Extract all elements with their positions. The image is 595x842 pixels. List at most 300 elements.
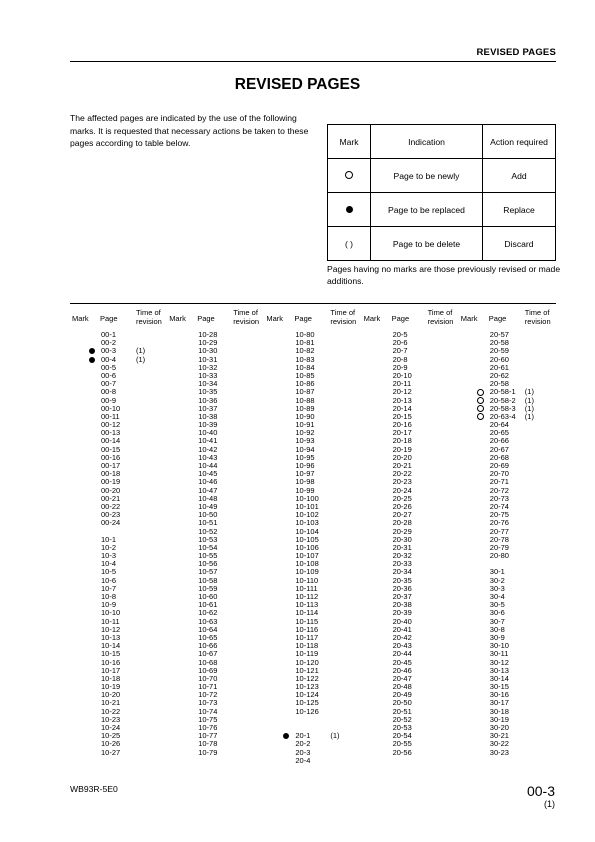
column-header-mark: Mark: [72, 314, 89, 323]
running-header: [70, 47, 556, 59]
page-number: 20-7: [392, 346, 408, 356]
page-number: 10-41: [198, 436, 218, 446]
page-number: 10-104: [295, 526, 319, 536]
page-number: 10-64: [198, 624, 218, 634]
page-number: 00-9: [101, 395, 117, 405]
list-item: [459, 618, 556, 626]
list-item: [70, 364, 167, 372]
page-number: 20-12: [392, 387, 412, 397]
revised-pages-list: [70, 303, 556, 765]
intro-text: The affected pages are indicated by the use of the following marks. It is requested that necessary actions be taken to these pages according to table below.: [70, 113, 309, 149]
page-number: 30-9: [489, 632, 505, 642]
page-number: 00-7: [101, 379, 117, 389]
page-number: 20-25: [392, 493, 412, 503]
page-number: 10-74: [198, 706, 218, 716]
page-number: 20-11: [392, 379, 412, 389]
page-number: 20-15: [392, 411, 412, 421]
page-number: 20-43: [392, 641, 412, 651]
page-number: 30-16: [489, 690, 509, 700]
legend-row-replace: [328, 193, 556, 227]
page-number: 10-99: [295, 485, 315, 495]
page-number: 10-70: [198, 673, 218, 683]
list-item: [70, 552, 167, 560]
page-number: 10-114: [295, 608, 319, 618]
page-number: 10-9: [101, 600, 117, 610]
page-number: 10-17: [101, 665, 121, 675]
page-number: 10-25: [101, 731, 121, 741]
page-number: 30-7: [489, 616, 505, 626]
page-number: 20-24: [392, 485, 412, 495]
page-number: 10-108: [295, 559, 319, 569]
page-number: 10-11: [101, 616, 120, 626]
page-number: 20-17: [392, 428, 412, 438]
page-number: 20-31: [392, 542, 412, 552]
list-item: [459, 585, 556, 593]
page-number: 20-49: [392, 690, 412, 700]
page-number: 10-47: [198, 485, 218, 495]
page-number: 10-32: [198, 362, 218, 372]
page-number: 20-41: [392, 624, 412, 634]
page-number: 10-37: [198, 403, 218, 413]
page-number: 20-22: [392, 469, 412, 479]
column-header: [264, 306, 361, 328]
open-circle-icon: [477, 405, 484, 412]
revision-number: (1): [330, 731, 340, 741]
page-number: 00-19: [101, 477, 121, 487]
page-number: 10-68: [198, 657, 218, 667]
page-number: 20-34: [392, 567, 412, 577]
page-number: 20-64: [489, 420, 509, 430]
revision-mark: [88, 356, 96, 364]
legend-action: Discard: [483, 227, 556, 261]
list-item: [70, 519, 167, 527]
page-number: 10-29: [198, 338, 218, 348]
page-number: 10-49: [198, 501, 218, 511]
page-number: 10-44: [198, 461, 218, 470]
page-number: 00-16: [101, 452, 121, 462]
page-number: 20-6: [392, 338, 408, 348]
page-number: 10-105: [295, 534, 319, 544]
page-number: 10-95: [295, 452, 315, 462]
list-item: [70, 536, 167, 544]
column-header: [362, 306, 459, 328]
page-number: 10-2: [101, 542, 117, 552]
page-number: 20-72: [489, 485, 509, 495]
page-number: 10-65: [198, 632, 218, 642]
column-header-page: Page: [197, 314, 215, 323]
page-number: 20-8: [392, 354, 408, 364]
page-number: 20-3: [295, 747, 311, 757]
page-number: 20-70: [489, 469, 509, 479]
page-number: 30-23: [489, 747, 509, 757]
page-number: 10-121: [295, 665, 319, 675]
page-number: 20-47: [392, 673, 412, 683]
page-number: 00-1: [101, 330, 117, 339]
list-item: [459, 593, 556, 601]
list-item: [70, 593, 167, 601]
page-number: 10-22: [101, 706, 121, 716]
column-header-mark: Mark: [266, 314, 284, 323]
legend-indication: Page to be newly: [371, 159, 483, 193]
list-item: [362, 339, 459, 347]
page-number: 00-20: [101, 485, 121, 495]
legend-header-action: Action required: [483, 125, 556, 159]
page-number: 10-46: [198, 477, 218, 487]
page-number: 10-59: [198, 583, 218, 593]
revision-mark: [88, 347, 96, 355]
page-number: 10-35: [198, 387, 218, 397]
page-number: 20-5: [392, 330, 408, 339]
page-number: 20-73: [489, 493, 509, 503]
page-number: 30-22: [489, 739, 509, 749]
list-item: [459, 626, 556, 634]
page-number: 10-107: [295, 551, 319, 561]
page-number: 20-2: [295, 739, 311, 749]
page-number: 20-74: [489, 501, 509, 511]
page-number: 10-21: [101, 698, 121, 708]
page-number: 20-48: [392, 682, 412, 692]
page-number: 10-116: [295, 624, 319, 634]
page-number: 10-111: [295, 583, 318, 593]
legend-action: Replace: [483, 193, 556, 227]
page-number: 20-75: [489, 510, 509, 520]
revision-mark: [477, 388, 485, 396]
column-header-time-line2: revision: [427, 317, 454, 326]
page-number: 10-101: [295, 501, 319, 511]
page-number: 30-1: [489, 567, 505, 577]
column-header: [70, 306, 167, 328]
page-number: 20-58-3: [489, 403, 516, 413]
page-number: 20-10: [392, 370, 412, 380]
page-number: 10-3: [101, 551, 117, 561]
page-number: 20-54: [392, 731, 412, 741]
page-number: 10-19: [101, 682, 121, 692]
page-number: 20-13: [392, 395, 412, 405]
page-number: 10-115: [295, 616, 319, 626]
legend-header-indication: Indication: [371, 125, 483, 159]
list-item: [362, 331, 459, 339]
page-number: 10-38: [198, 411, 218, 421]
page-number: 20-68: [489, 452, 509, 462]
list-item: [362, 749, 459, 757]
page-number: 10-28: [198, 330, 218, 339]
page-number: 20-9: [392, 362, 408, 372]
page-number: 10-53: [198, 534, 218, 544]
page-number: 20-67: [489, 444, 509, 454]
page-number: 20-1: [295, 731, 311, 741]
page-number: 20-58-1: [489, 387, 516, 397]
page-number: 20-18: [392, 436, 412, 446]
column-rows: [167, 331, 264, 757]
list-item: [264, 716, 361, 724]
page-number: 10-69: [198, 665, 218, 675]
list-item: [70, 372, 167, 380]
page-number: 20-33: [392, 559, 412, 569]
legend-header-row: [328, 125, 556, 159]
page-number: 10-83: [295, 354, 315, 364]
page-number: 30-18: [489, 706, 509, 716]
page-number: 10-8: [101, 592, 117, 601]
page-number: 10-78: [198, 739, 218, 749]
column-header-time: [233, 308, 259, 326]
column-header-time-line2: revision: [136, 317, 162, 326]
page-number: 10-81: [295, 338, 315, 348]
page-number: 30-14: [489, 673, 509, 683]
page-number: 10-33: [198, 370, 218, 380]
page-number: 10-93: [295, 436, 315, 446]
page-number: 10-42: [198, 444, 218, 454]
column-rows: [264, 331, 361, 765]
page-number: 10-67: [198, 649, 218, 659]
page-number: 20-76: [489, 518, 509, 528]
page-number: 10-56: [198, 559, 218, 569]
legend-indication: Page to be replaced: [371, 193, 483, 227]
page-number: 10-18: [101, 673, 121, 683]
page-number: 10-90: [295, 411, 315, 421]
page-number: 30-4: [489, 592, 505, 601]
open-circle-icon: [477, 413, 484, 420]
page-number: 20-39: [392, 608, 412, 618]
page-number: 10-106: [295, 542, 319, 552]
revision-number: (1): [524, 395, 534, 405]
column-header-page: Page: [488, 314, 507, 323]
open-circle-icon: [477, 389, 484, 396]
page-number: 10-76: [198, 723, 218, 732]
page-number: 20-77: [489, 526, 509, 536]
page-number: 20-19: [392, 444, 412, 454]
revision-mark: [477, 413, 485, 421]
page-number: 10-1: [101, 534, 117, 544]
list-item: [459, 577, 556, 585]
column-header-time: [136, 308, 162, 326]
page-number: 20-37: [392, 592, 412, 601]
column-header-page: Page: [294, 314, 312, 323]
filled-circle-icon: [89, 348, 95, 354]
filled-circle-icon: [89, 357, 95, 363]
list-item: [362, 347, 459, 355]
page-number: 20-55: [392, 739, 412, 749]
page-number: 10-34: [198, 379, 218, 389]
page-number: 20-29: [392, 526, 412, 536]
list-item: [70, 528, 167, 536]
page-number: 00-2: [101, 338, 117, 348]
page-number: 20-35: [392, 575, 412, 585]
page-number: 00-10: [101, 403, 121, 413]
page-number: 10-43: [198, 452, 218, 462]
list-item: [70, 749, 167, 757]
revision-number: (1): [524, 403, 534, 413]
footer-revision: (1): [544, 799, 555, 809]
list-item: [459, 601, 556, 609]
page-number: 10-91: [295, 420, 315, 430]
page-number: 30-10: [489, 641, 509, 651]
page-number: 30-3: [489, 583, 505, 593]
legend-note: Pages having no marks are those previously revised or made additions.: [327, 264, 561, 287]
page-number: 20-30: [392, 534, 412, 544]
page-number: 30-2: [489, 575, 505, 585]
legend-mark-cell: [328, 159, 371, 193]
page-number: 10-77: [198, 731, 218, 741]
legend-action: Add: [483, 159, 556, 193]
page-number: 10-23: [101, 714, 121, 724]
page-number: 10-71: [198, 682, 218, 692]
page-number: 10-80: [295, 330, 315, 339]
page-number: 10-15: [101, 649, 121, 659]
column-header-page: Page: [100, 314, 118, 323]
page-number: 20-44: [392, 649, 412, 659]
revision-mark: [477, 405, 485, 413]
list-item: [70, 585, 167, 593]
page-number: 20-40: [392, 616, 412, 626]
page-number: 20-61: [489, 362, 509, 372]
page-number: 00-3: [101, 346, 117, 356]
list-item: [264, 708, 361, 716]
page-number: 10-20: [101, 690, 121, 700]
page-number: 30-21: [489, 731, 509, 741]
page-number: 10-79: [198, 747, 218, 757]
page-number: 10-119: [295, 649, 319, 659]
legend-row-add: [328, 159, 556, 193]
page-number: 00-23: [101, 510, 121, 520]
list-item: [362, 356, 459, 364]
list-item: [70, 331, 167, 339]
page-number: 10-55: [198, 551, 218, 561]
page-number: 20-45: [392, 657, 412, 667]
legend-indication: Page to be delete: [371, 227, 483, 261]
page-number: 10-117: [295, 632, 319, 642]
column-header-time-line1: Time of: [524, 308, 550, 317]
page-number: 00-12: [101, 420, 121, 430]
column-rows: [70, 331, 167, 757]
page-number: 30-12: [489, 657, 509, 667]
page-number: 10-54: [198, 542, 218, 552]
revision-number: (1): [136, 346, 146, 356]
page-number: 10-58: [198, 575, 218, 585]
page-number: 10-36: [198, 395, 218, 405]
column-header-time: [525, 308, 551, 326]
page-number: 20-42: [392, 632, 412, 642]
page-number: 20-57: [489, 330, 509, 339]
page-number: 20-58: [489, 379, 509, 389]
page-number: 10-16: [101, 657, 121, 667]
page-number: 10-66: [198, 641, 218, 651]
list-item: [70, 380, 167, 388]
page-number: 20-65: [489, 428, 509, 438]
page-number: 10-30: [198, 346, 218, 356]
page-number: 10-51: [198, 518, 218, 528]
revision-number: (1): [524, 411, 534, 421]
page-number: 00-6: [101, 370, 117, 380]
page-number: 10-118: [295, 641, 319, 651]
column-header-time-line1: Time of: [427, 308, 453, 317]
page-number: 30-11: [489, 649, 509, 659]
page-number: 20-26: [392, 501, 412, 511]
legend-mark-cell: [328, 193, 371, 227]
page-number: 20-50: [392, 698, 412, 708]
column-header-time: [330, 308, 356, 326]
page-number: 20-20: [392, 452, 412, 462]
page-number: 10-10: [101, 608, 121, 618]
page-number: 30-19: [489, 714, 509, 724]
page-number: 20-32: [392, 551, 412, 561]
column-header-mark: Mark: [460, 314, 478, 323]
page-number: 10-12: [101, 624, 121, 634]
page-number: 10-31: [198, 354, 218, 364]
legend-table: [327, 124, 556, 261]
page-number: 10-60: [198, 592, 218, 601]
footer-page-number: 00-3: [526, 783, 555, 799]
column-header-time-line1: Time of: [330, 308, 356, 317]
column-header-mark: Mark: [169, 314, 186, 323]
page-number: 20-63-4: [489, 411, 516, 421]
page-number: 10-112: [295, 592, 319, 601]
page-number: 10-89: [295, 403, 315, 413]
list-item: [70, 568, 167, 576]
page-number: 10-45: [198, 469, 218, 479]
page-number: 00-8: [101, 387, 117, 397]
page-number: 10-26: [101, 739, 121, 749]
page-number: 20-78: [489, 534, 509, 544]
list-item: [264, 740, 361, 748]
column-rows: [362, 331, 459, 757]
page-number: 10-24: [101, 723, 121, 732]
column-header: [167, 306, 264, 328]
page-number: 10-88: [295, 395, 315, 405]
page-number: 20-60: [489, 354, 509, 364]
page-number: 10-124: [295, 690, 319, 700]
page-number: 00-14: [101, 436, 121, 446]
column-header-time-line2: revision: [330, 317, 357, 326]
page-number: 10-110: [295, 575, 319, 585]
page-number: 10-50: [198, 510, 218, 520]
page-number: 20-4: [295, 755, 311, 765]
page-number: 00-4: [101, 354, 117, 364]
page-number: 10-75: [198, 714, 218, 724]
page-number: 30-13: [489, 665, 509, 675]
page-number: 10-4: [101, 559, 117, 569]
page-number: 10-96: [295, 461, 315, 470]
revision-mark: [477, 397, 485, 405]
filled-circle-icon: [346, 206, 353, 213]
page-number: 10-100: [295, 493, 319, 503]
page-number: 10-86: [295, 379, 315, 389]
page-number: 30-17: [489, 698, 509, 708]
revision-number: (1): [136, 354, 146, 364]
column-header-mark: Mark: [363, 314, 381, 323]
list-item: [70, 388, 167, 396]
page-number: 30-6: [489, 608, 505, 618]
list-item: [459, 552, 556, 560]
list-item: [264, 724, 361, 732]
page-number: 10-98: [295, 477, 315, 487]
legend-header-mark: Mark: [328, 125, 371, 159]
page-number: 20-52: [392, 714, 412, 724]
list-item: [459, 568, 556, 576]
page-number: 20-36: [392, 583, 412, 593]
page-number: 10-113: [295, 600, 319, 610]
page-number: 20-66: [489, 436, 509, 446]
page-number: 00-5: [101, 362, 117, 372]
page-number: 10-85: [295, 370, 315, 380]
column-rows: [459, 331, 556, 757]
page-number: 10-62: [198, 608, 218, 618]
list-item: [459, 609, 556, 617]
page-number: 10-5: [101, 567, 117, 577]
page-number: 10-94: [295, 444, 315, 454]
page-number: 00-24: [101, 518, 121, 528]
page-number: 10-72: [198, 690, 218, 700]
page-number: 20-28: [392, 518, 412, 528]
